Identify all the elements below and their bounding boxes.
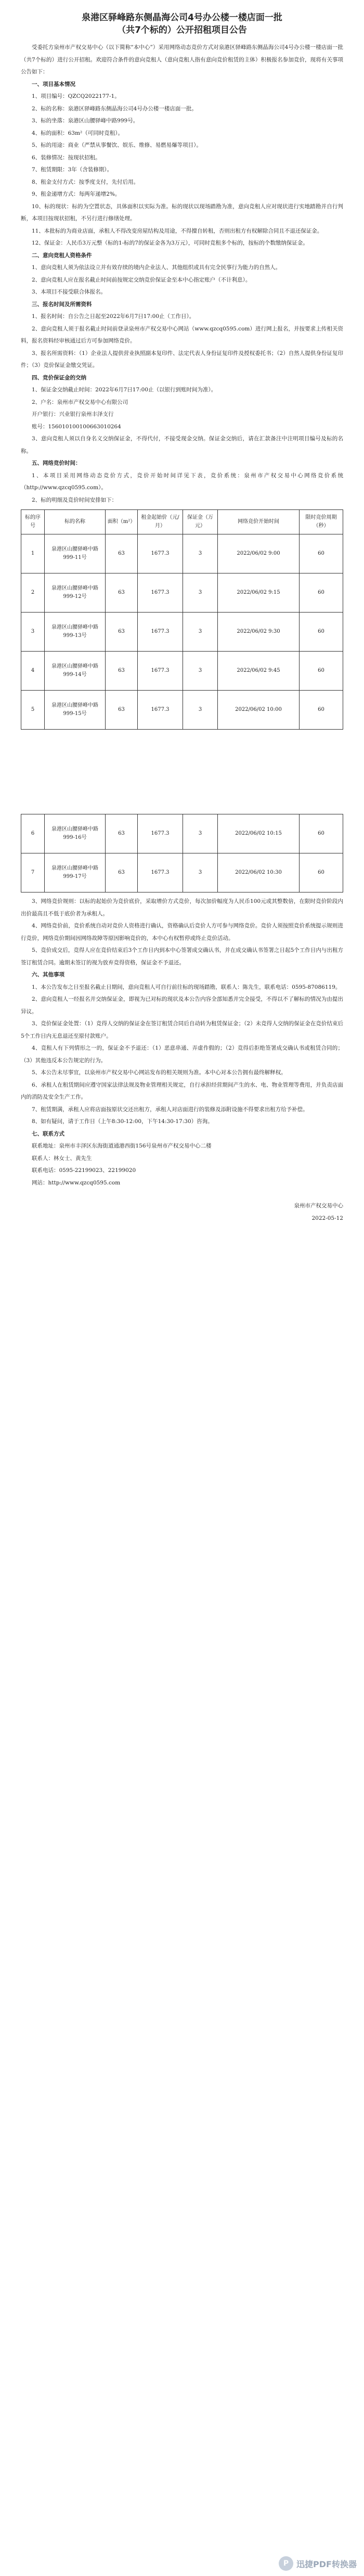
table-cell: 2022/06/02 9:45 bbox=[218, 652, 300, 691]
table-cell: 3 bbox=[183, 691, 218, 730]
section-heading: 七、联系方式 bbox=[32, 1130, 64, 1137]
paragraph: 2、标的名称：泉港区驿峰路东侧晶海公司4号办公楼一楼店面一批。 bbox=[32, 105, 197, 112]
paragraph: 1、意向竞租人须为依法设立并有效存续的境内企业法人、其他组织或具有完全民事行为能力的自然人。 bbox=[32, 264, 281, 271]
table-cell: 泉港区山腰驿峰中路999-14号 bbox=[45, 652, 106, 691]
table-cell: 60 bbox=[300, 573, 343, 613]
announcement-title bbox=[21, 11, 343, 36]
paragraph: 联系人：林女士、黄先生 bbox=[32, 1155, 92, 1162]
paragraph: 5、本公告未尽事宜，以泉州市产权交易中心网站发布的相关规则为准。本中心对本公告拥有最终解释权。 bbox=[32, 1069, 287, 1076]
announcement-page bbox=[21, 0, 343, 1225]
table-cell: 1677.3 bbox=[138, 652, 183, 691]
table-cell: 泉港区山腰驿峰中路999-15号 bbox=[45, 691, 106, 730]
table-cell: 2022/06/02 9:00 bbox=[218, 534, 300, 573]
paragraph: 3、竞价保证金处置：（1）竞得人交纳的保证金在签订租赁合同后自动转为租赁保证金；（2）未竞得人交纳的保证金在竞价结束后5个工作日内无息退还至原付款账户。 bbox=[21, 1021, 343, 1039]
paragraph: 4、网络竞价前，竞价系统自动对竞价人资格进行确认，资格确认后竞价人方可参与网络竞价。竞价人须按照竞价系统提示规则进行竞价，网络竞价期间因网络故障等原因影响竞价的，本中心有权暂停或终止竞价活动。 bbox=[21, 923, 343, 941]
table-cell: 2 bbox=[21, 573, 45, 613]
column-header: 面积（m²） bbox=[106, 510, 138, 534]
paragraph: 4、竞租人有下列情形之一的，保证金不予退还：（1）恶意串通、弄虚作假的；（2）竞得后拒绝签署成交确认书或租赁合同的；（3）其他违反本公告规定的行为。 bbox=[21, 1045, 343, 1064]
paragraph: 联系电话：0595-22199023、22199020 bbox=[32, 1167, 136, 1174]
paragraph: 7、租赁期满，承租人应将店面按原状交还出租方，承租人对店面进行的装修及添附设施不得要求出租方给予补偿。 bbox=[32, 1106, 308, 1113]
table-cell: 3 bbox=[183, 814, 218, 853]
paragraph: 8、租金支付方式：按季度支付，先付后用。 bbox=[32, 178, 139, 185]
column-header: 保证金（万元） bbox=[183, 510, 218, 534]
table-cell: 1677.3 bbox=[138, 573, 183, 613]
table-cell: 63 bbox=[106, 853, 138, 892]
table-cell: 泉港区山腰驿峰中路999-16号 bbox=[45, 814, 106, 853]
table-cell: 60 bbox=[300, 853, 343, 892]
table-cell: 60 bbox=[300, 652, 343, 691]
table-cell: 63 bbox=[106, 652, 138, 691]
paragraph: 3、网络竞价规则：以标的起始价为竞价底价，采取增价方式竞价，每次加价幅度为人民币100元或其整数倍，在限时竞价阶段内出价最高且不低于底价者为承租人。 bbox=[21, 898, 343, 917]
section-heading: 二、意向竞租人资格条件 bbox=[32, 252, 92, 259]
table-cell: 60 bbox=[300, 814, 343, 853]
table-cell: 泉港区山腰驿峰中路999-13号 bbox=[45, 613, 106, 652]
table-row bbox=[21, 691, 343, 730]
paragraph: 账号：156010100100663010264 bbox=[32, 423, 121, 430]
table-cell: 1 bbox=[21, 534, 45, 573]
paragraph: 2、意向竞租人须于报名截止时间前登录泉州市产权交易中心网站（www.qzcq0595.com）进行网上报名，并按要求上传相关资料，报名资料经审核通过后方可参加网络竞价。 bbox=[21, 325, 343, 344]
lot-table-continued bbox=[21, 814, 343, 892]
table-cell: 63 bbox=[106, 573, 138, 613]
table-cell: 3 bbox=[21, 613, 45, 652]
paragraph: 3、报名所需资料：（1）企业法人提供营业执照副本复印件、法定代表人身份证复印件及授权委托书；（2）自然人提供身份证复印件；（3）竞价保证金缴交凭证。 bbox=[21, 350, 343, 368]
paragraph: 3、标的坐落：泉港区山腰驿峰中路999号。 bbox=[32, 118, 139, 124]
column-header: 标的序号 bbox=[21, 510, 45, 534]
table-cell: 2022/06/02 9:15 bbox=[218, 573, 300, 613]
paragraph: 2、意向竞租人应在报名截止时间前按规定交纳竞价保证金至本中心指定账户（不计利息）。 bbox=[32, 276, 251, 283]
paragraph: 1、本项目采用网络动态竞价方式，竞价开始时间详见下表，竞价系统：泉州市产权交易中心网络竞价系统（http://www.qzcq0595.com）。 bbox=[21, 472, 343, 491]
table-cell: 60 bbox=[300, 691, 343, 730]
table-cell: 3 bbox=[183, 573, 218, 613]
table-cell: 4 bbox=[21, 652, 45, 691]
column-header: 网络竞价开始时间 bbox=[218, 510, 300, 534]
paragraph: 10、标的现状：标的为空置状态，具体面积以实际为准。标的现状以现场踏勘为准，意向竞租人应对现状进行实地踏勘并自行判断，本项目按现状招租，不另行进行修缮处理。 bbox=[21, 203, 343, 222]
paragraph: 网站：http://www.qzcq0595.com bbox=[32, 1179, 121, 1186]
paragraph: 5、标的用途：商业（严禁从事餐饮、娱乐、维修、易燃易爆等项目）。 bbox=[32, 142, 202, 148]
intro-paragraph: 受委托方泉州市产权交易中心（以下简称“本中心”）采用网络动态竞价方式对泉港区驿峰路东侧晶海公司4号办公楼一楼店面一批（共7个标的）进行公开招租。欢迎符合条件的意向竞租人（意向竞租人指有意向竞价租赁的主体）积极报名参加竞价，现将有关事项公告如下： bbox=[21, 44, 343, 75]
paragraph: 7、租赁期限：3年（含装修期）。 bbox=[32, 167, 113, 173]
signature-block bbox=[21, 1200, 343, 1225]
paragraph: 1、保证金交纳截止时间：2022年6月7日17:00止（以银行到账时间为准）。 bbox=[32, 387, 217, 393]
paragraph: 12、保证金：人民币3万元整（标的1-标的7的保证金各为3万元），可同时竞租多个标的，按标的个数缴纳保证金。 bbox=[32, 240, 308, 246]
paragraph: 5、竞价成交后，竞得人应在竞价结束后3个工作日内到本中心签署成交确认书，并在成交确认书签署之日起5个工作日内与出租方签订租赁合同。逾期未签订的视为放弃竞得资格，保证金不予退还。 bbox=[21, 947, 343, 966]
table-cell: 1677.3 bbox=[138, 613, 183, 652]
paragraph: 1、报名时间：自公告之日起至2022年6月7日17:00止（工作日）。 bbox=[32, 313, 195, 320]
paragraph: 2、意向竞租人一经报名并交纳保证金，即视为已对标的现状及本公告内容全部知悉并完全接受，不得以不了解标的情况为由提出异议。 bbox=[21, 996, 343, 1015]
paragraph: 9、租金递增方式：每两年递增2%。 bbox=[32, 191, 121, 197]
paragraph: 1、项目编号：QZCQ2022177-1。 bbox=[32, 93, 120, 99]
signing-date: 2022-05-12 bbox=[311, 1215, 343, 1221]
paragraph: 8、如有疑问，请于工作日（上午8:30-12:00，下午14:30-17:30）咨询。 bbox=[32, 1118, 213, 1125]
paragraph: 2、户名：泉州市产权交易中心有限公司 bbox=[32, 399, 128, 405]
table-cell: 3 bbox=[183, 652, 218, 691]
paragraph: 开户银行：兴业银行泉州丰泽支行 bbox=[32, 411, 114, 417]
table-row bbox=[21, 573, 343, 613]
table-cell: 3 bbox=[183, 613, 218, 652]
paragraph: 6、装修情况：按现状招租。 bbox=[32, 154, 101, 161]
table-cell: 1677.3 bbox=[138, 853, 183, 892]
watermark-text: 迅捷PDF转换器 bbox=[296, 2559, 357, 2569]
column-header: 标的名称 bbox=[45, 510, 106, 534]
table-cell: 2022/06/02 10:30 bbox=[218, 853, 300, 892]
lot-table bbox=[21, 509, 343, 730]
paragraph: 6、承租人在租赁期间应遵守国家法律法规及物业管理相关规定，自行承担经营期间产生的水、电、物业管理等费用，并负责店面内的消防及安全生产工作。 bbox=[21, 1081, 343, 1100]
paragraph: 11、本批标的为商业店面，承租人不得改变房屋结构及用途，不得擅自转租，否则出租方有权解除合同且不退还保证金。 bbox=[32, 227, 323, 234]
paragraph: 2、标的明细及竞价时间安排如下： bbox=[32, 496, 118, 503]
watermark-logo-icon: P bbox=[279, 2556, 293, 2571]
section-heading: 一、项目基本情况 bbox=[32, 81, 75, 87]
section-heading: 六、其他事项 bbox=[32, 972, 64, 978]
table-cell: 5 bbox=[21, 691, 45, 730]
section-heading: 四、竞价保证金的交纳 bbox=[32, 374, 86, 381]
table-row bbox=[21, 814, 343, 853]
title-line-2: （共7个标的）公开招租项目公告 bbox=[117, 25, 247, 35]
table-row bbox=[21, 534, 343, 573]
table-cell: 泉港区山腰驿峰中路999-11号 bbox=[45, 534, 106, 573]
section-heading: 三、报名时间及所需资料 bbox=[32, 301, 92, 308]
table-cell: 泉港区山腰驿峰中路999-17号 bbox=[45, 853, 106, 892]
table-header-row bbox=[21, 510, 343, 534]
table-cell: 63 bbox=[106, 691, 138, 730]
table-cell: 泉港区山腰驿峰中路999-12号 bbox=[45, 573, 106, 613]
table-cell: 63 bbox=[106, 613, 138, 652]
table-cell: 60 bbox=[300, 613, 343, 652]
table-cell: 1677.3 bbox=[138, 691, 183, 730]
table-row bbox=[21, 613, 343, 652]
table-row bbox=[21, 652, 343, 691]
paragraph: 联系地址：泉州市丰泽区东海街道通港西街156号泉州市产权交易中心二楼 bbox=[32, 1143, 212, 1149]
section-heading: 五、网络竞价时间： bbox=[32, 460, 81, 466]
table-cell: 1677.3 bbox=[138, 814, 183, 853]
table-cell: 6 bbox=[21, 814, 45, 853]
table-cell: 60 bbox=[300, 534, 343, 573]
column-header: 限时竞价周期（秒） bbox=[300, 510, 343, 534]
table-cell: 2022/06/02 10:15 bbox=[218, 814, 300, 853]
paragraph: 4、标的面积：63m²（可同时竞租）。 bbox=[32, 130, 123, 136]
column-header: 租金起始价（元/月） bbox=[138, 510, 183, 534]
table-cell: 63 bbox=[106, 814, 138, 853]
watermark bbox=[279, 2556, 357, 2571]
table-cell: 7 bbox=[21, 853, 45, 892]
table-cell: 1677.3 bbox=[138, 534, 183, 573]
paragraph: 1、本公告发布之日至报名截止日期间，意向竞租人可自行前往标的现场踏勘，联系人：陈先生，联系电话：0595-87086119。 bbox=[32, 984, 341, 990]
page-break-gap bbox=[21, 733, 343, 811]
table-cell: 63 bbox=[106, 534, 138, 573]
paragraph: 3、本项目不接受联合体报名。 bbox=[32, 289, 107, 295]
table-cell: 3 bbox=[183, 853, 218, 892]
table-cell: 2022/06/02 9:30 bbox=[218, 613, 300, 652]
table-cell: 2022/06/02 10:00 bbox=[218, 691, 300, 730]
table-cell: 3 bbox=[183, 534, 218, 573]
title-line-1: 泉港区驿峰路东侧晶海公司4号办公楼一楼店面一批 bbox=[82, 12, 282, 23]
signing-organization: 泉州市产权交易中心 bbox=[294, 1203, 343, 1209]
paragraph: 3、意向竞租人须以自身名义交纳保证金，不得代付，不接受现金交纳。保证金交纳后，请在汇款备注中注明项目编号及标的名称。 bbox=[21, 436, 343, 454]
table-row bbox=[21, 853, 343, 892]
